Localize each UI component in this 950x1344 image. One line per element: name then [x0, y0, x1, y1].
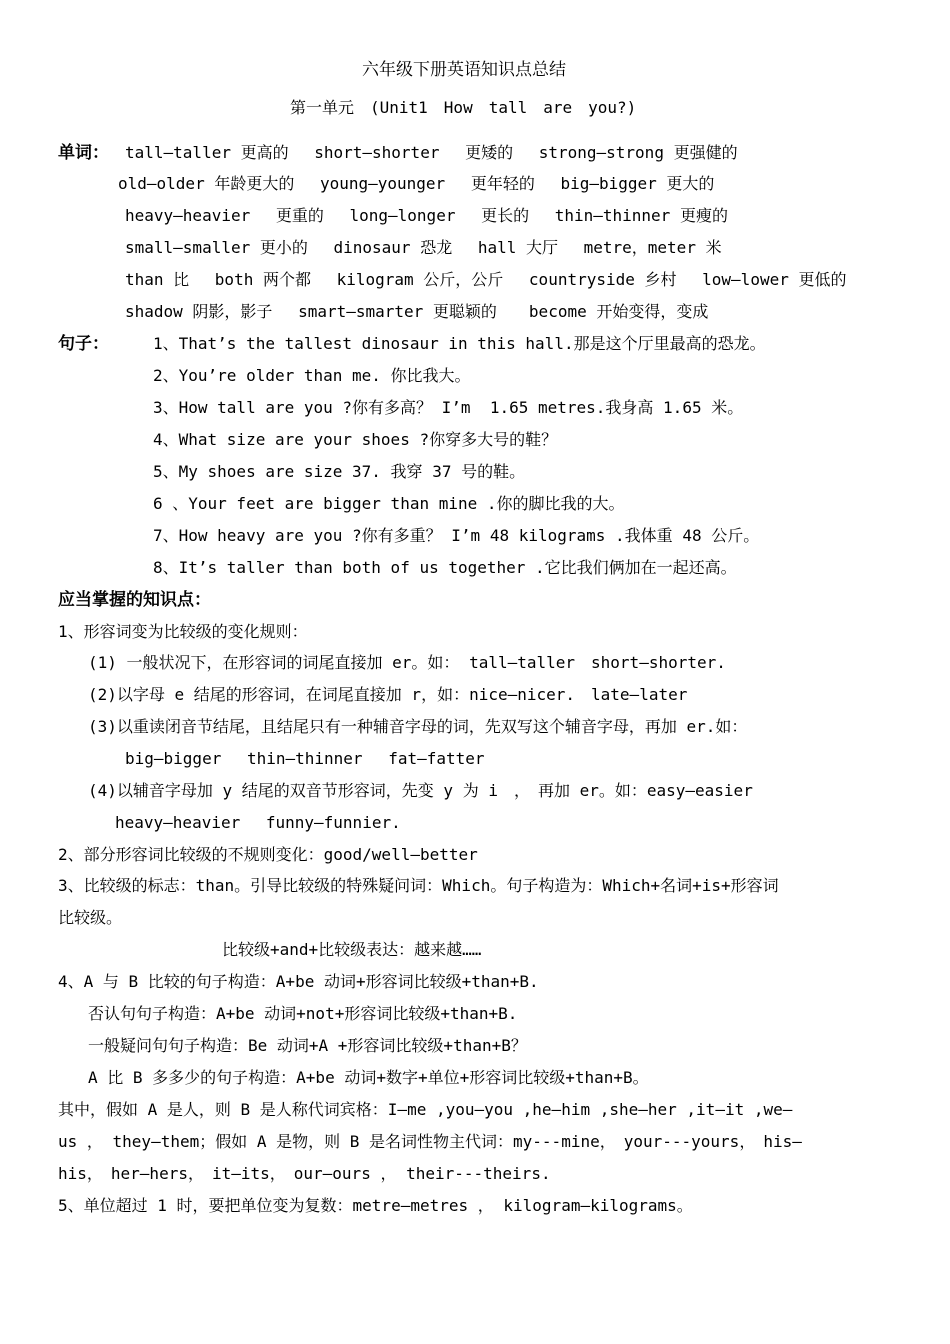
knowledge-line: 比较级+and+比较级表达：越来越…… [222, 940, 482, 959]
vocab-line: than 比 both 两个都 kilogram 公斤，公斤 countryside 乡村 low—lower 更低的 [125, 270, 847, 289]
sentence-item: 4、What size are your shoes ?你穿多大号的鞋？ [153, 430, 558, 449]
knowledge-line: us ， they—them；假如 A 是物，则 B 是名词性物主代词：my---mine， your---yours， his— [58, 1132, 802, 1151]
vocab-line: small—smaller 更小的 dinosaur 恐龙 hall 大厅 metre，meter 米 [125, 238, 722, 257]
sentence-item: 1、That’s the tallest dinosaur in this hall.那是这个厅里最高的恐龙。 [153, 334, 766, 353]
knowledge-line: A 比 B 多多少的句子构造：A+be 动词+数字+单位+形容词比较级+than+B。 [88, 1068, 649, 1087]
knowledge-line: heavy—heavier funny—funnier. [115, 813, 401, 832]
unit-title: 第一单元 (Unit1 How tall are you?) [290, 98, 637, 117]
knowledge-line: 一般疑问句句子构造：Be 动词+A +形容词比较级+than+B？ [88, 1036, 527, 1055]
vocab-line: tall—taller 更高的 short—shorter 更矮的 strong—strong 更强健的 [125, 143, 738, 162]
knowledge-line: (4)以辅音字母加 y 结尾的双音节形容词，先变 y 为 i ， 再加 er。如：easy—easier [88, 781, 753, 800]
knowledge-line: (1) 一般状况下，在形容词的词尾直接加 er。如： tall—taller short—shorter. [88, 653, 726, 672]
knowledge-line: big—bigger thin—thinner fat—fatter [125, 749, 485, 768]
sentence-item: 8、It’s taller than both of us together .它比我们俩加在一起还高。 [153, 558, 737, 577]
knowledge-line: 其中，假如 A 是人，则 B 是人称代词宾格：I—me ,you—you ,he—him ,she—her ,it—it ,we— [58, 1100, 793, 1119]
knowledge-heading: 应当掌握的知识点： [58, 590, 211, 610]
knowledge-line: 4、A 与 B 比较的句子构造：A+be 动词+形容词比较级+than+B. [58, 972, 539, 991]
knowledge-line: 比较级。 [58, 908, 123, 927]
vocab-line: old—older 年龄更大的 young—younger 更年轻的 big—bigger 更大的 [118, 174, 715, 193]
vocab-label: 单词： [58, 143, 109, 163]
sentences-label: 句子： [58, 334, 109, 354]
document-title: 六年级下册英语知识点总结 [362, 60, 566, 80]
knowledge-line: 1、形容词变为比较级的变化规则： [58, 622, 308, 641]
knowledge-line: 否认句句子构造：A+be 动词+not+形容词比较级+than+B. [88, 1004, 518, 1023]
knowledge-line: (2)以字母 e 结尾的形容词，在词尾直接加 r，如：nice—nicer. late—later [88, 685, 688, 704]
knowledge-line: his， her—hers， it—its， our—ours ， their---theirs. [58, 1164, 551, 1183]
sentence-item: 7、How heavy are you ?你有多重？ I’m 48 kilograms .我体重 48 公斤。 [153, 526, 760, 545]
sentence-item: 6 、Your feet are bigger than mine .你的脚比我的大。 [153, 494, 625, 513]
vocab-line: shadow 阴影，影子 smart—smarter 更聪颖的 become 开始变得，变成 [125, 302, 709, 321]
knowledge-line: (3)以重读闭音节结尾，且结尾只有一种辅音字母的词，先双写这个辅音字母，再加 er.如： [88, 717, 748, 736]
vocab-line: heavy—heavier 更重的 long—longer 更长的 thin—thinner 更瘦的 [125, 206, 728, 225]
knowledge-line: 5、单位超过 1 时，要把单位变为复数：metre—metres ， kilogram—kilograms。 [58, 1196, 693, 1215]
sentence-item: 5、My shoes are size 37. 我穿 37 号的鞋。 [153, 462, 526, 481]
knowledge-line: 3、比较级的标志：than。引导比较级的特殊疑问词：Which。句子构造为：Which+名词+is+形容词 [58, 876, 779, 895]
sentence-item: 3、How tall are you ?你有多高？ I’m 1.65 metres.我身高 1.65 米。 [153, 398, 744, 417]
sentence-item: 2、You’re older than me. 你比我大。 [153, 366, 471, 385]
knowledge-line: 2、部分形容词比较级的不规则变化：good/well—better [58, 845, 478, 864]
